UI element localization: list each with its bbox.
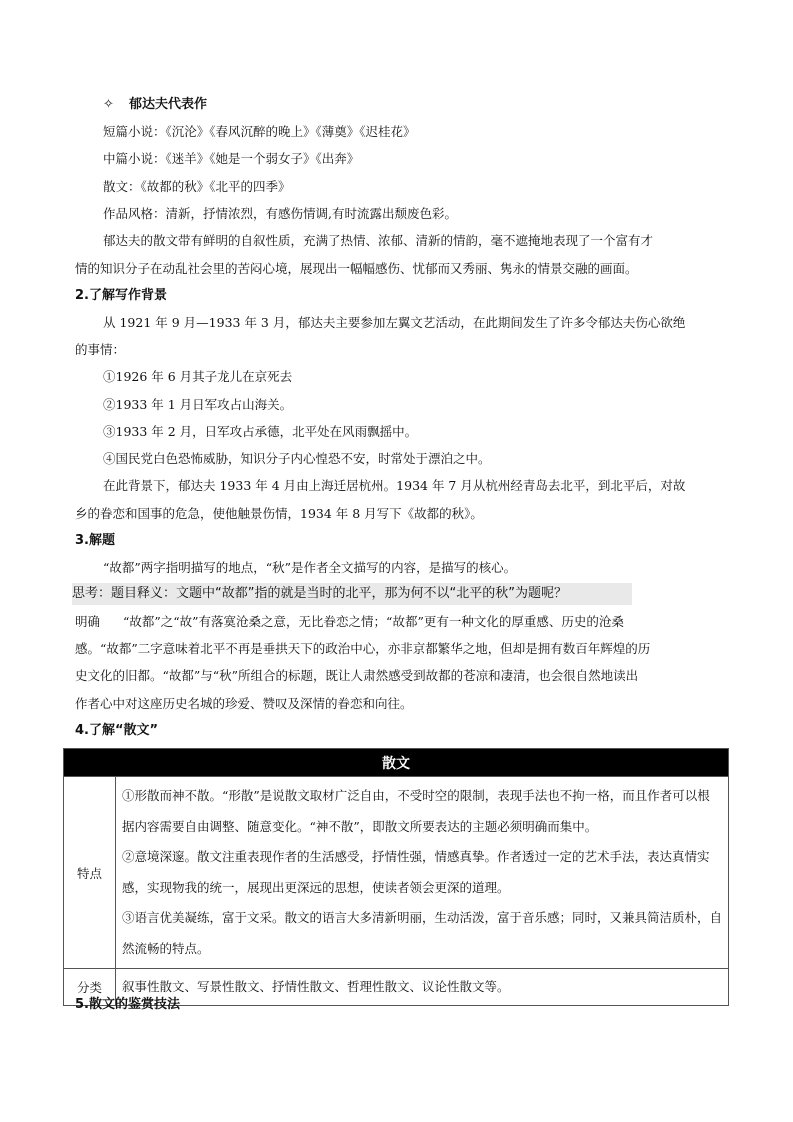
feature-2: ②意境深邃。散文注重表现作者的生活感受，抒情性强，情感真挚。作者透过一定的艺术手法，表达真情实感，实现物我的统一，展现出更深远的思想，使读者领会更深的道理。 xyxy=(122,849,710,895)
prose-table-title: 散文 xyxy=(64,749,729,777)
categories-cell: 叙事性散文、写景性散文、抒情性散文、哲理性散文、议论性散文等。 xyxy=(116,969,729,1006)
background-after-1: 在此背景下，郁达夫 1933 年 4 月由上海迁居杭州。1934 年 7 月从杭州经青岛去北平，到北平后，对故 xyxy=(103,478,686,493)
features-label: 特点 xyxy=(64,777,116,969)
section-title-works: 郁达夫代表作 xyxy=(129,97,208,112)
style-line: 作品风格：清新，抒情浓烈，有感伤情调,有时流露出颓废色彩。 xyxy=(103,206,457,221)
feature-1: ①形散而神不散。“形散”是说散文取材广泛自由，不受时空的限制，表现手法也不拘一格，而且作者可以根据内容需要自由调整、随意变化。“神不散”，即散文所要表达的主题必须明确而集中。 xyxy=(122,788,710,834)
novellas-line: 中篇小说：《迷羊》《她是一个弱女子》《出奔》 xyxy=(103,151,360,166)
star-icon: ✧ xyxy=(103,97,114,112)
section-heading-title-analysis: 3.解题 xyxy=(75,533,115,548)
background-intro-1: 从 1921 年 9 月—1933 年 3 月，郁达夫主要参加左翼文艺活动，在此期间发生了许多令郁达夫伤心欲绝 xyxy=(103,315,686,330)
title-analysis-line: “故都”两字指明描写的地点，“秋”是作者全文描写的内容，是描写的核心。 xyxy=(103,560,517,575)
category-label: 分类 xyxy=(64,969,116,1006)
background-event-1: ①1926 年 6 月其子龙儿在京死去 xyxy=(103,369,293,384)
section-heading-prose: 4.了解“散文” xyxy=(75,723,159,738)
think-question: 思考：题目释义：文题中“故都”指的就是当时的北平，那为何不以“北平的秋”为题呢？ xyxy=(72,583,632,605)
answer-line-1: “故都”之“故”有落寞沧桑之意，无比眷恋之情；“故都”更有一种文化的厚重感、历史的沧桑 xyxy=(123,614,624,629)
section-heading-background: 2.了解写作背景 xyxy=(75,288,167,303)
short-stories-line: 短篇小说：《沉沦》《春风沉醉的晚上》《薄奠》《迟桂花》 xyxy=(103,124,416,139)
table-row xyxy=(64,777,729,969)
background-after-2: 乡的眷恋和国事的危急，使他触景伤情，1934 年 8 月写下《故都的秋》。 xyxy=(75,506,483,521)
answer-label: 明确 xyxy=(75,614,101,629)
background-intro-2: 的事情： xyxy=(75,342,126,357)
answer-line-4: 作者心中对这座历史名城的珍爱、赞叹及深情的眷恋和向往。 xyxy=(75,696,413,711)
features-cell xyxy=(116,777,729,969)
feature-3: ③语言优美凝练，富于文采。散文的语言大多清新明丽，生动活泼，富于音乐感；同时，又兼具简洁质朴，自然流畅的特点。 xyxy=(122,910,723,956)
prose-table xyxy=(63,748,729,1006)
summary-line-1: 郁达夫的散文带有鲜明的自叙性质，充满了热情、浓郁、清新的情韵，毫不遮掩地表现了一个富有才 xyxy=(103,233,654,248)
answer-line-2: 感。“故都”二字意味着北平不再是垂拱天下的政治中心，亦非京都繁华之地，但却是拥有数百年辉煌的历 xyxy=(75,641,651,656)
background-event-4: ④国民党白色恐怖威胁，知识分子内心惶恐不安，时常处于漂泊之中。 xyxy=(103,451,491,466)
answer-line-3: 史文化的旧都。“故都”与“秋”所组合的标题，既让人肃然感受到故都的苍凉和凄清，也会很自然地读出 xyxy=(75,668,639,683)
background-event-3: ③1933 年 2 月，日军攻占承德，北平处在风雨飘摇中。 xyxy=(103,424,418,439)
background-event-2: ②1933 年 1 月日军攻占山海关。 xyxy=(103,397,293,412)
section-heading-appreciation: 5.散文的鉴赏技法 xyxy=(75,997,180,1012)
summary-line-2: 情的知识分子在动乱社会里的苦闷心境，展现出一幅幅感伤、忧郁而又秀丽、隽永的情景交融的画面。 xyxy=(75,261,638,276)
essays-line: 散文：《故都的秋》《北平的四季》 xyxy=(103,179,291,194)
